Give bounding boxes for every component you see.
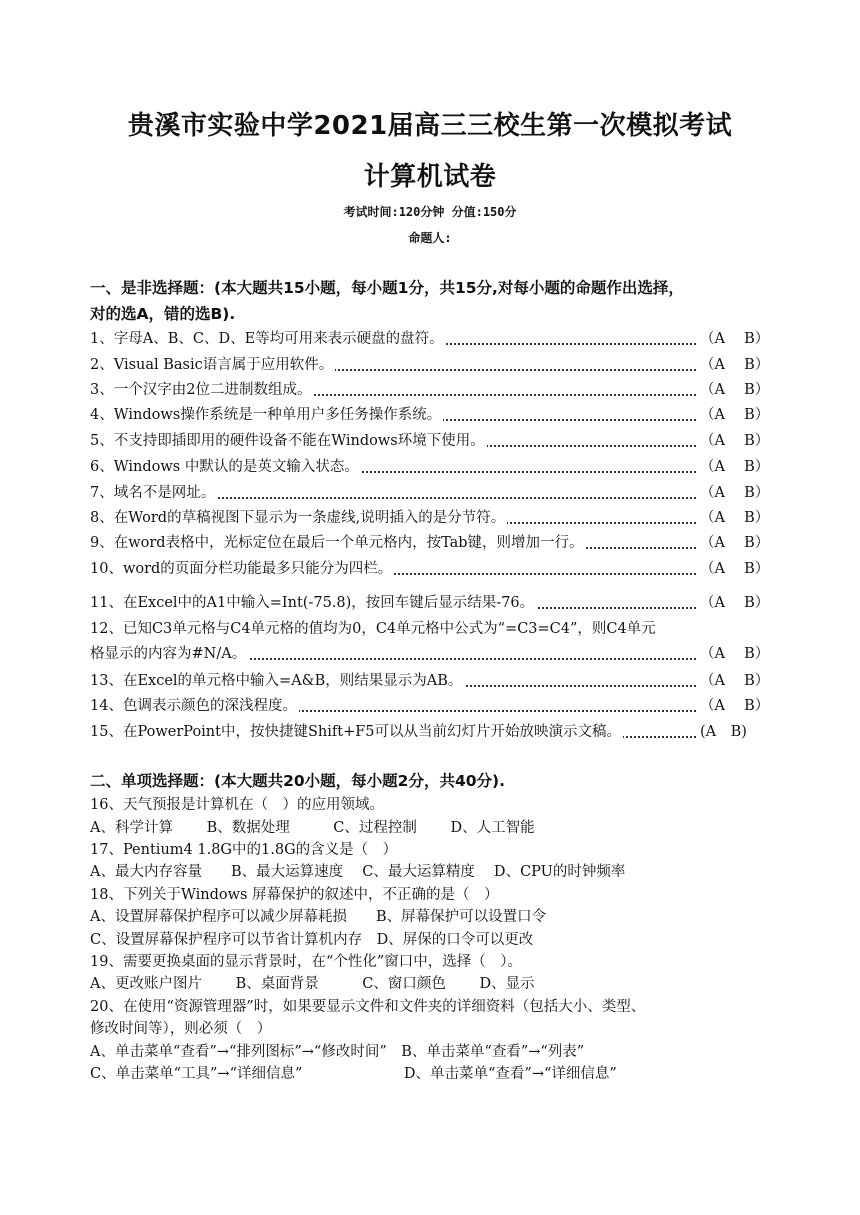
question-text: 10、word的页面分栏功能最多只能分为四栏。 bbox=[90, 561, 393, 577]
question-19-options: A、更改账户图片 B、桌面背景 C、窗口颜色 D、显示 bbox=[90, 976, 535, 992]
question-text: 7、域名不是网址。 bbox=[90, 485, 216, 501]
question-17-options: A、最大内存容量 B、最大运算速度 C、最大运算精度 D、CPU的时钟频率 bbox=[90, 864, 626, 880]
answer-choices: （A B） bbox=[698, 327, 770, 352]
answer-choices: （A B） bbox=[698, 531, 770, 556]
question-text: 1、字母A、B、C、D、E等均可用来表示硬盘的盘符。 bbox=[90, 331, 444, 347]
question-5 bbox=[90, 429, 770, 454]
question-18-options-1: A、设置屏幕保护程序可以减少屏幕耗损 B、屏幕保护可以设置口令 bbox=[90, 909, 547, 925]
answer-choices: (A B) bbox=[698, 720, 770, 745]
question-10 bbox=[90, 557, 770, 582]
question-18: 18、下列关于Windows 屏幕保护的叙述中，不正确的是（ ） bbox=[90, 887, 499, 903]
section1-heading-line2: 对的选A，错的选B). bbox=[90, 305, 236, 323]
question-text: 15、在PowerPoint中，按快捷键Shift+F5可以从当前幻灯片开始放映演示文稿。 bbox=[90, 724, 622, 740]
answer-choices: （A B） bbox=[698, 557, 770, 582]
question-text: 3、一个汉字由2位二进制数组成。 bbox=[90, 382, 312, 398]
question-12-line1: 12、已知C3单元格与C4单元格的值均为0，C4单元格中公式为“=C3=C4”，则C4单元 bbox=[90, 621, 656, 637]
exam-info: 考试时间:120分钟 分值:150分 bbox=[343, 205, 517, 219]
question-4 bbox=[90, 403, 770, 428]
answer-choices: （A B） bbox=[698, 591, 770, 616]
question-20-line1: 20、在使用“资源管理器”时，如果要显示文件和文件夹的详细资料（包括大小、类型、 bbox=[90, 999, 646, 1015]
question-16-options: A、科学计算 B、数据处理 C、过程控制 D、人工智能 bbox=[90, 820, 535, 836]
answer-choices: （A B） bbox=[698, 353, 770, 378]
question-9 bbox=[90, 531, 770, 556]
section1-heading-line1: 一、是非选择题：(本大题共15小题，每小题1分，共15分,对每小题的命题作出选择， bbox=[90, 279, 684, 297]
answer-choices: （A B） bbox=[698, 429, 770, 454]
question-12-line2 bbox=[90, 642, 770, 667]
question-16: 16、天气预报是计算机在（ ）的应用领域。 bbox=[90, 797, 384, 813]
question-6 bbox=[90, 455, 770, 480]
answer-choices: （A B） bbox=[698, 506, 770, 531]
answer-choices: （A B） bbox=[698, 694, 770, 719]
exam-subtitle: 计算机试卷 bbox=[363, 162, 497, 192]
question-7 bbox=[90, 481, 770, 506]
question-1 bbox=[90, 327, 770, 352]
question-14 bbox=[90, 694, 770, 719]
answer-choices: （A B） bbox=[698, 455, 770, 480]
question-text: 2、Visual Basic语言属于应用软件。 bbox=[90, 357, 334, 373]
question-text: 11、在Excel中的A1中输入=Int(-75.8)，按回车键后显示结果-76。 bbox=[90, 595, 535, 611]
exam-author: 命题人: bbox=[408, 231, 452, 245]
question-text: 13、在Excel的单元格中输入=A&B，则结果显示为AB。 bbox=[90, 673, 463, 689]
question-19: 19、需要更换桌面的显示背景时，在“个性化”窗口中，选择（ ）。 bbox=[90, 954, 523, 970]
question-text: 4、Windows操作系统是一种单用户多任务操作系统。 bbox=[90, 407, 442, 423]
answer-choices: （A B） bbox=[698, 669, 770, 694]
answer-choices: （A B） bbox=[698, 642, 770, 667]
question-8 bbox=[90, 506, 770, 531]
answer-choices: （A B） bbox=[698, 403, 770, 428]
exam-title: 贵溪市实验中学2021届高三三校生第一次模拟考试 bbox=[127, 111, 733, 141]
question-15 bbox=[90, 720, 770, 745]
question-text: 14、色调表示颜色的深浅程度。 bbox=[90, 698, 297, 714]
question-3 bbox=[90, 378, 770, 403]
question-20-options-2: C、单击菜单“工具”→“详细信息” D、单击菜单“查看”→“详细信息” bbox=[90, 1066, 617, 1082]
question-13 bbox=[90, 669, 770, 694]
question-18-options-2: C、设置屏幕保护程序可以节省计算机内存 D、屏保的口令可以更改 bbox=[90, 932, 534, 948]
question-17: 17、Pentium4 1.8G中的1.8G的含义是（ ） bbox=[90, 842, 398, 858]
question-text: 8、在Word的草稿视图下显示为一条虚线,说明插入的是分节符。 bbox=[90, 510, 506, 526]
question-20-line2: 修改时间等），则必须（ ） bbox=[90, 1021, 272, 1037]
question-text: 格显示的内容为#N/A。 bbox=[90, 646, 247, 662]
question-20-options-1: A、单击菜单“查看”→“排列图标”→“修改时间” B、单击菜单“查看”→“列表” bbox=[90, 1044, 585, 1060]
answer-choices: （A B） bbox=[698, 378, 770, 403]
answer-choices: （A B） bbox=[698, 481, 770, 506]
question-text: 9、在word表格中，光标定位在最后一个单元格内，按Tab键，则增加一行。 bbox=[90, 535, 584, 551]
question-11 bbox=[90, 591, 770, 616]
question-text: 6、Windows 中默认的是英文输入状态。 bbox=[90, 459, 359, 475]
question-text: 5、不支持即插即用的硬件设备不能在Windows环境下使用。 bbox=[90, 433, 485, 449]
section2-heading: 二、单项选择题：(本大题共20小题，每小题2分，共40分). bbox=[90, 772, 505, 790]
question-2 bbox=[90, 353, 770, 378]
